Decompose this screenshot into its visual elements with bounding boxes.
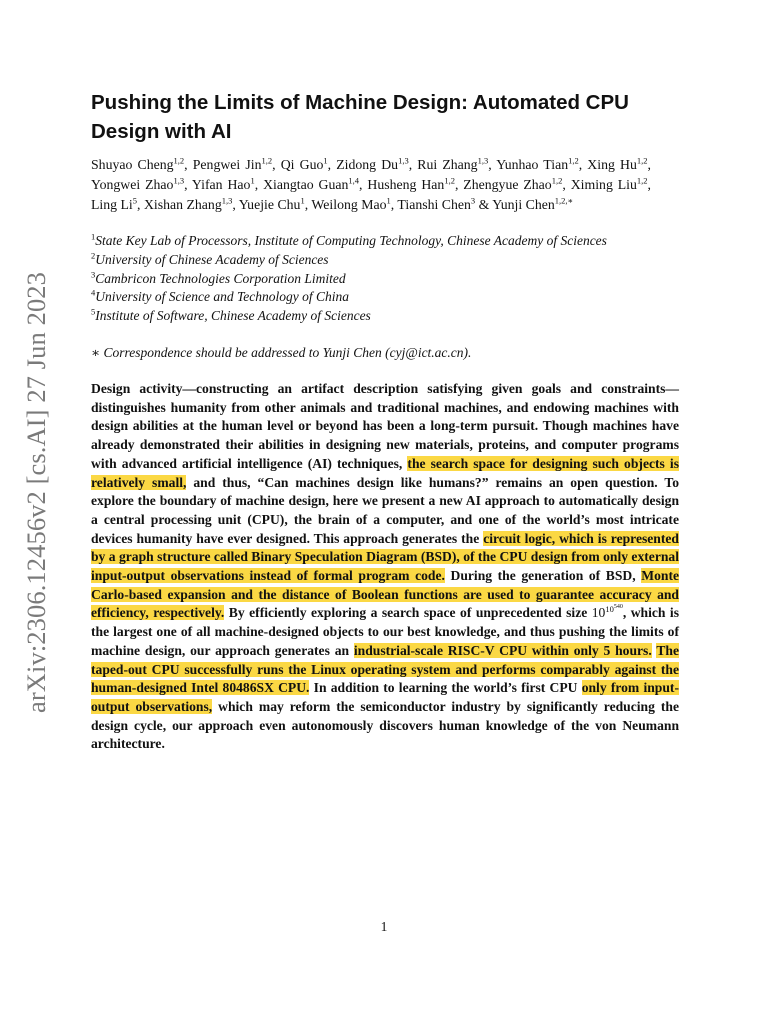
highlighted-text: only from input-output observations,	[91, 680, 679, 714]
paper-title: Pushing the Limits of Machine Design: Automated CPU Design with AI	[91, 91, 629, 143]
author-entry	[91, 177, 184, 192]
affiliation-list	[91, 232, 691, 326]
correspondence-note: ∗ Correspondence should be addressed to Yunji Chen (cyj@ict.ac.cn).	[91, 345, 472, 360]
author-affiliation-marker: 1	[323, 155, 328, 166]
abstract-text: and thus, “Can machines design like humans?” remains an open question. To explore the boundary of machine design, here we present a new AI approach to automatically design a central processing unit (CPU), the brain of a computer, and one of the world’s most intricate devices humanity have ever designed. This approach generates the	[91, 474, 679, 546]
author-entry	[571, 177, 648, 192]
author-name: Yunhao Tian	[496, 157, 569, 172]
affiliation-line	[91, 307, 691, 326]
affiliation-number: 1	[91, 231, 96, 242]
author-entry	[336, 157, 408, 172]
author-affiliation-marker: 1,2	[636, 155, 648, 166]
author-entry	[311, 197, 390, 212]
author-name: Zhengyue Zhao	[463, 177, 552, 192]
math-exponent-base: 10	[605, 603, 614, 614]
author-entry	[263, 177, 359, 192]
math-exponent	[605, 604, 623, 614]
author-name: Pengwei Jin	[192, 157, 262, 172]
affiliation-name: State Key Lab of Processors, Institute of Computing Technology, Chinese Academy of Sciences	[95, 233, 607, 248]
page-number: 1	[380, 919, 388, 934]
author-affiliation-marker: 1,4	[348, 175, 360, 186]
author-name: Husheng Han	[367, 177, 445, 192]
author-entry	[463, 177, 562, 192]
author-entry	[492, 197, 573, 212]
affiliation-number: 3	[91, 269, 96, 280]
abstract-text: Design activity—constructing an artifact description satisfying given goals and constraints—distinguishes humanity from other animals and traditional machines, and endowing machines with design abilities at the human level or beyond has been a long-term pursuit. Though machines have already demonstrated their abilities in designing new materials, proteins, and computer programs with advanced artificial intelligence (AI) techniques,	[91, 381, 679, 471]
author-affiliation-marker: 1,3	[398, 155, 409, 166]
abstract-text: , which is the largest one of all machine-designed objects to our best knowledge, and thus pushing the limits of machine design, our approach generates an	[91, 605, 680, 658]
author-affiliation-marker: 1,3	[173, 175, 185, 186]
author-affiliation-marker: 1	[386, 195, 391, 206]
author-entry	[397, 197, 475, 212]
author-name: Zidong Du	[336, 157, 399, 172]
author-entry	[193, 157, 272, 172]
highlighted-text: The taped-out CPU successfully runs the Linux operating system and performs comparably against the human-designed Intel 80486SX CPU.	[91, 642, 679, 696]
author-name: Tianshi Chen	[397, 197, 471, 212]
author-affiliation-marker: 1,2,∗	[554, 195, 574, 206]
author-affiliation-marker: 1,2	[444, 175, 455, 186]
author-entry	[91, 197, 137, 212]
author-name: Yongwei Zhao	[91, 177, 174, 192]
affiliation-line	[91, 270, 691, 289]
affiliation-line	[91, 251, 691, 270]
affiliation-number: 4	[91, 287, 96, 298]
author-entry	[144, 197, 232, 212]
affiliation-number: 2	[91, 250, 96, 261]
abstract-text: During the generation of BSD,	[444, 568, 642, 584]
affiliation-name: Institute of Software, Chinese Academy of Sciences	[95, 308, 371, 324]
author-name: Xishan Zhang	[143, 197, 222, 212]
author-affiliation-marker: 1,2	[636, 175, 648, 186]
author-affiliation-marker: 1,2	[568, 155, 579, 166]
affiliation-name: University of Science and Technology of China	[95, 289, 349, 305]
affiliation-name: University of Chinese Academy of Sciences	[95, 251, 329, 267]
author-affiliation-marker: 1	[250, 175, 255, 186]
author-name: Yifan Hao	[191, 177, 251, 192]
highlighted-text: Monte Carlo-based expansion and the distance of Boolean functions are used to guarantee accuracy and efficiency, respectively.	[91, 568, 679, 621]
author-entry	[496, 157, 578, 172]
affiliation-number: 5	[91, 306, 96, 317]
affiliation-name: Cambricon Technologies Corporation Limited	[95, 270, 346, 286]
author-affiliation-marker: 1	[300, 195, 305, 206]
author-affiliation-marker: 1,2	[261, 155, 273, 166]
author-name: Ximing Liu	[570, 177, 637, 192]
author-entry	[417, 157, 488, 172]
author-name: Qi Guo	[280, 157, 324, 172]
author-name: Weilong Mao	[311, 197, 387, 212]
author-entry	[192, 177, 255, 192]
highlighted-text: the search space for designing such objects is relatively small,	[91, 455, 679, 490]
math-exponent-exponent: 540	[613, 604, 623, 611]
abstract-text: By efficiently exploring a search space of unprecedented size	[224, 605, 592, 621]
author-list: Shuyao Cheng$^{1,2}$, Pengwei Jin$^{1,2}$, Qi Guo$^1$, Zidong Du$^{1,3}$, Rui Zhang$^{1,3}$, Yunhao Tian$^{1,2}$, Xing Hu$^{1,2}$, Yongwei Zhao$^{1,3}$, Yifan Hao$^1$, Xiangtao Guan$^{1,4}$, Husheng Han$^{1,2}$, Zhengyue Zhao$^{1,2}$, Ximing Liu$^{1,2}$, Ling Li$^5$, Xishan Zhang$^{1,3}$, Yuejie Chu$^1$, Weilong Mao$^1$, Tianshi Chen$^3$ & Yunji Chen$^{1,2,∗}$	[91, 155, 651, 212]
affiliation-line	[91, 232, 691, 251]
affiliation-line	[91, 288, 691, 307]
author-affiliation-marker: 3	[470, 195, 476, 206]
author-affiliation-marker: 1,2	[173, 155, 185, 166]
author-entry	[587, 157, 647, 172]
abstract-text: which may reform the semiconductor industry by significantly reducing the design cycle, our approach even autonomously discovers human knowledge of the von Neumann architecture.	[91, 698, 679, 752]
author-name: Xing Hu	[587, 157, 637, 172]
math-base: 10	[591, 605, 606, 621]
author-name: Yuejie Chu	[238, 197, 301, 212]
arxiv-identifier-text: arXiv:2306.12456v2 [cs.AI] 27 Jun 2023	[20, 271, 51, 713]
author-name: Yunji Chen	[492, 197, 555, 212]
author-name: Ling Li	[91, 197, 133, 212]
arxiv-identifier-stamp	[20, 271, 51, 713]
author-name: Xiangtao Guan	[263, 177, 349, 192]
abstract	[91, 380, 679, 754]
author-affiliation-marker: 1,3	[221, 195, 233, 206]
author-name: Rui Zhang	[417, 157, 478, 172]
highlighted-text: circuit logic, which is represented by a graph structure called Binary Speculation Diagram (BSD), of the CPU design from only external input-output observations instead of formal program code.	[91, 530, 679, 584]
author-entry	[91, 157, 184, 172]
abstract-text: In addition to learning the world’s first CPU	[309, 680, 582, 696]
author-affiliation-marker: 1,2	[551, 175, 563, 186]
author-name: Shuyao Cheng	[91, 157, 174, 172]
author-entry	[281, 157, 328, 172]
search-space-size-math	[592, 605, 623, 620]
author-affiliation-marker: 1,3	[477, 155, 489, 166]
author-entry	[367, 177, 455, 192]
author-entry	[239, 197, 305, 212]
author-affiliation-marker: 5	[132, 195, 138, 206]
highlighted-text: industrial-scale RISC-V CPU within only 5 hours.	[353, 642, 652, 658]
